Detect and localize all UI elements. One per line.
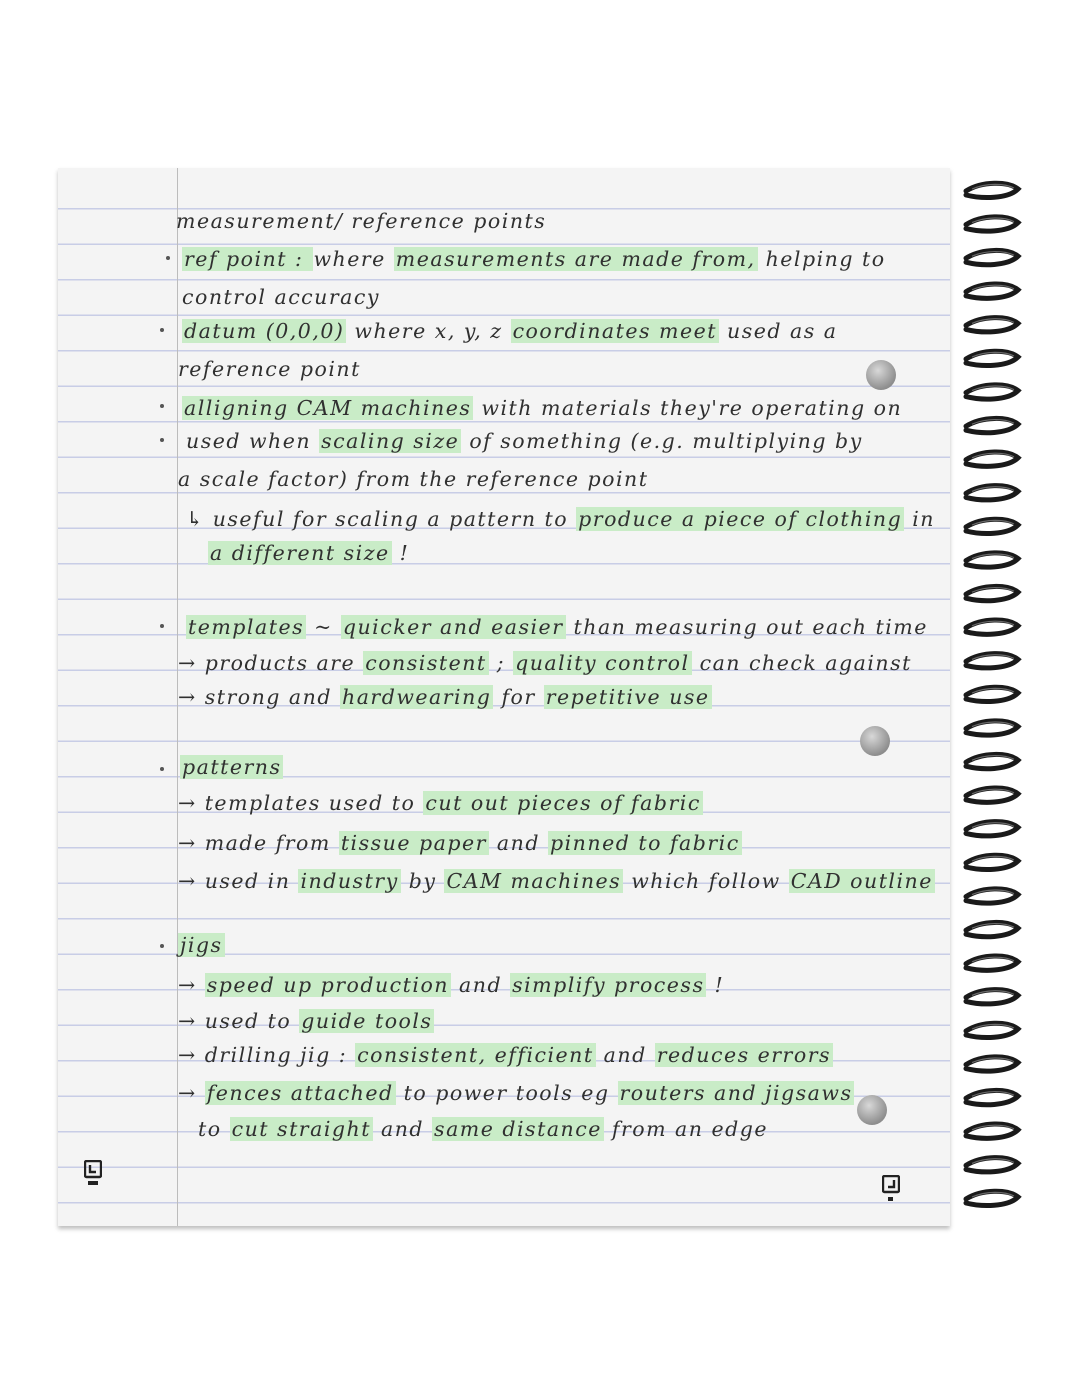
note-line	[186, 428, 863, 454]
note-text: reference point	[178, 357, 361, 381]
highlighted-text: routers and jigsaws	[619, 1081, 853, 1105]
spiral-coil	[966, 788, 1018, 802]
highlighted-text: fences attached	[206, 1081, 394, 1105]
highlighted-text: patterns	[182, 755, 282, 779]
note-text: to	[198, 1117, 230, 1141]
note-text: with materials they're operating on	[473, 396, 903, 420]
bullet	[160, 328, 164, 332]
highlighted-text: coordinates meet	[512, 319, 717, 343]
note-text: to	[536, 507, 577, 531]
note-line	[182, 318, 837, 344]
note-text: from an edge	[603, 1117, 769, 1141]
punch-hole-1	[866, 360, 896, 390]
spiral-coil	[966, 250, 1018, 264]
note-text: →	[178, 1081, 205, 1105]
highlighted-text: cut out pieces of fabric	[425, 791, 701, 815]
note-text: can check against	[691, 651, 912, 675]
highlighted-text: CAM machines	[446, 869, 622, 893]
note-text: where x, y, z	[346, 319, 511, 343]
note-line	[182, 284, 380, 310]
note-text: and	[488, 831, 548, 855]
highlighted-text: speed up production	[206, 973, 450, 997]
spiral-coil	[966, 284, 1018, 298]
highlighted-text: CAD outline	[790, 869, 933, 893]
bullet	[160, 404, 164, 408]
note-line	[186, 614, 928, 640]
note-text: and	[595, 1043, 655, 1067]
note-line	[178, 790, 703, 816]
spiral-coil	[966, 217, 1018, 231]
bullet	[166, 256, 170, 260]
spiral-coil	[966, 822, 1018, 836]
spiral-coil	[966, 553, 1018, 567]
note-line	[182, 246, 886, 272]
bullet	[160, 438, 164, 442]
spiral-coil	[966, 1191, 1018, 1205]
spiral-coil	[966, 1158, 1018, 1172]
note-text: → drilling jig :	[178, 1043, 356, 1067]
bullet	[160, 624, 164, 628]
note-text: → used in	[178, 869, 299, 893]
note-text: for	[493, 685, 544, 709]
highlighted-text: guide tools	[301, 1009, 433, 1033]
note-text: ~	[306, 615, 341, 639]
note-line	[186, 506, 935, 532]
note-text: → products are	[178, 651, 364, 675]
spiral-coil	[966, 418, 1018, 432]
highlighted-text: simplify process	[512, 973, 705, 997]
highlighted-text: consistent	[365, 651, 487, 675]
highlighted-text: hardwearing	[342, 685, 492, 709]
spiral-coil	[966, 754, 1018, 768]
bullet	[160, 944, 164, 948]
highlighted-text: jigs	[180, 933, 223, 957]
note-line	[178, 932, 225, 958]
note-text: in	[904, 507, 935, 531]
highlighted-text: tissue paper	[340, 831, 487, 855]
note-text: → used to	[178, 1009, 300, 1033]
highlighted-text: scaling size	[321, 429, 460, 453]
punch-hole-2	[860, 726, 890, 756]
note-text: and	[372, 1117, 433, 1141]
note-text: → templates used to	[178, 791, 424, 815]
highlighted-text: a different size	[210, 541, 390, 565]
page-corner-mark-left	[84, 1160, 102, 1188]
note-line	[178, 684, 712, 710]
note-line	[178, 650, 912, 676]
highlighted-text: templates	[188, 615, 305, 639]
note-line	[178, 830, 742, 856]
highlighted-text: datum (0,0,0)	[184, 319, 345, 343]
highlighted-text: measurements are made from,	[395, 247, 756, 271]
note-text: !	[391, 541, 410, 565]
spiral-coil	[966, 586, 1018, 600]
note-line	[180, 754, 283, 780]
note-line	[178, 466, 649, 492]
highlighted-text: ref point :	[184, 247, 312, 271]
note-line	[208, 540, 409, 566]
spiral-coil	[966, 721, 1018, 735]
note-text: used as a	[718, 319, 838, 343]
note-text: ↳ useful for scaling a pattern	[186, 507, 537, 531]
highlighted-text: alligning CAM machines	[184, 396, 472, 420]
note-line	[182, 395, 902, 421]
spiral-coil	[966, 318, 1018, 332]
note-line	[178, 1042, 833, 1068]
highlighted-text: same distance	[434, 1117, 602, 1141]
note-text: → strong and	[178, 685, 340, 709]
spiral-binding	[952, 175, 1032, 1225]
spiral-coil	[966, 1090, 1018, 1104]
note-text: to power tools eg	[395, 1081, 618, 1105]
spiral-coil	[966, 1124, 1018, 1138]
note-text: ;	[488, 651, 514, 675]
spiral-coil	[966, 183, 1018, 197]
spiral-coil	[966, 1023, 1018, 1037]
spiral-coil	[966, 519, 1018, 533]
note-line	[176, 208, 546, 234]
note-text: control accuracy	[182, 285, 380, 309]
note-text: which follow	[623, 869, 789, 893]
highlighted-text: pinned to fabric	[550, 831, 740, 855]
highlighted-text: produce a piece of clothing	[578, 507, 903, 531]
bullet	[160, 767, 164, 771]
spiral-coil	[966, 990, 1018, 1004]
note-line	[198, 1116, 768, 1142]
note-line	[178, 356, 361, 382]
highlighted-text: industry	[300, 869, 399, 893]
highlighted-text: repetitive use	[545, 685, 710, 709]
note-text: →	[178, 973, 205, 997]
note-line	[178, 972, 724, 998]
note-text: !	[706, 973, 725, 997]
page-corner-mark-right	[882, 1175, 900, 1203]
note-text: → made from	[178, 831, 339, 855]
note-text: than measuring out each time	[565, 615, 928, 639]
spiral-coil	[966, 452, 1018, 466]
spiral-coil	[966, 922, 1018, 936]
spiral-coil	[966, 620, 1018, 634]
spiral-coil	[966, 486, 1018, 500]
note-line	[178, 1008, 434, 1034]
spiral-coil	[966, 385, 1018, 399]
spiral-coil	[966, 956, 1018, 970]
highlighted-text: quicker and easier	[342, 615, 564, 639]
note-text: a scale factor) from the reference point	[178, 467, 649, 491]
highlighted-text: quality control	[515, 651, 690, 675]
note-text: measurement/ reference points	[176, 209, 547, 233]
note-text: used when	[186, 429, 320, 453]
spiral-coil	[966, 1057, 1018, 1071]
note-line	[178, 868, 935, 894]
spiral-coil	[966, 687, 1018, 701]
highlighted-text: consistent, efficient	[357, 1043, 594, 1067]
note-text: of something (e.g. multiplying by	[461, 429, 863, 453]
spiral-coil	[966, 855, 1018, 869]
punch-hole-3	[857, 1095, 887, 1125]
highlighted-text: cut straight	[231, 1117, 371, 1141]
note-text: helping to	[757, 247, 886, 271]
spiral-coil	[966, 654, 1018, 668]
highlighted-text: reduces errors	[656, 1043, 832, 1067]
spiral-coil	[966, 351, 1018, 365]
note-text: by	[400, 869, 445, 893]
note-text: where	[313, 247, 394, 271]
note-text: and	[451, 973, 511, 997]
spiral-coil	[966, 889, 1018, 903]
note-line	[178, 1080, 854, 1106]
